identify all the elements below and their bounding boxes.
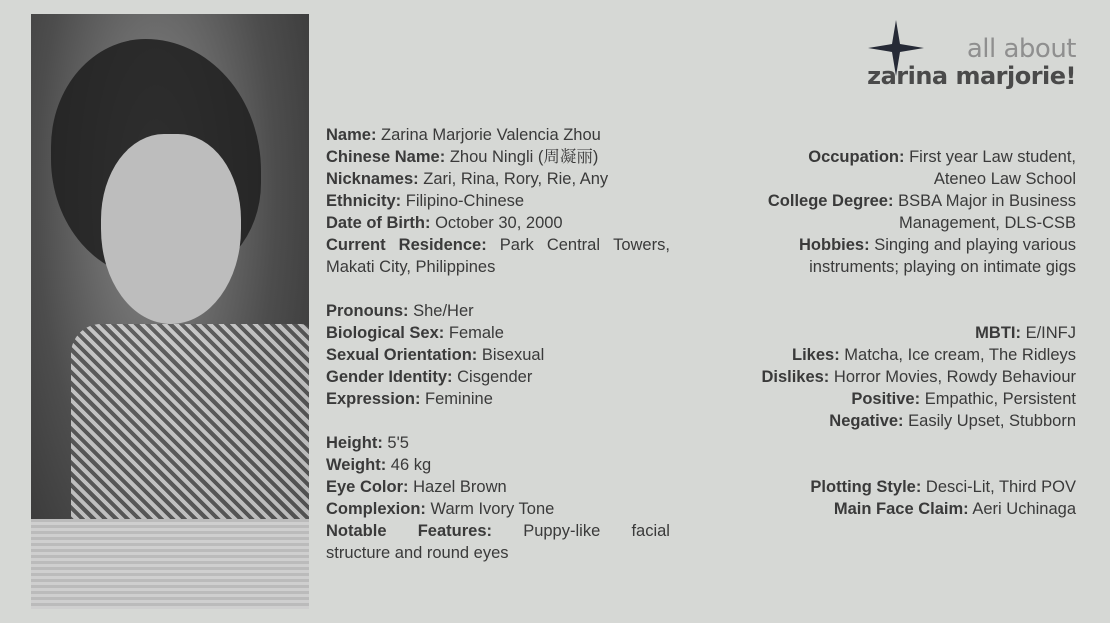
info-value: Warm Ivory Tone	[430, 500, 555, 518]
info-value: October 30, 2000	[435, 214, 563, 232]
info-label: Pronouns:	[326, 302, 409, 320]
info-label: Likes:	[792, 346, 840, 364]
info-value: First year Law student,	[909, 148, 1076, 166]
info-value: Cisgender	[457, 368, 533, 386]
info-row-weight	[326, 454, 670, 476]
info-value: Park	[499, 236, 534, 254]
info-value: Empathic, Persistent	[924, 390, 1076, 408]
info-label: Biological Sex:	[326, 324, 445, 342]
info-row-faceclaim	[716, 498, 1076, 520]
info-row-occupation	[716, 146, 1076, 168]
info-value: Hazel Brown	[413, 478, 507, 496]
photo-blanket	[31, 519, 309, 609]
info-label: Date of Birth:	[326, 214, 431, 232]
info-label: Complexion:	[326, 500, 426, 518]
info-label: Chinese Name:	[326, 148, 446, 166]
info-row-hobbies-cont	[716, 256, 1076, 278]
info-value: facial	[631, 522, 670, 540]
info-label: Positive:	[851, 390, 921, 408]
left-info-column	[326, 124, 670, 564]
info-label: MBTI:	[975, 324, 1021, 342]
info-value: Feminine	[425, 390, 493, 408]
info-value: Easily Upset, Stubborn	[908, 412, 1076, 430]
info-row-degree-cont	[716, 212, 1076, 234]
info-row-residence-cont	[326, 256, 670, 278]
info-value: She/Her	[413, 302, 474, 320]
info-row-likes	[716, 344, 1076, 366]
info-row-gender	[326, 366, 670, 388]
info-row-mbti	[716, 322, 1076, 344]
info-value: Desci-Lit, Third POV	[925, 478, 1076, 496]
info-value: 5'5	[387, 434, 409, 452]
info-row-bio-sex	[326, 322, 670, 344]
brand-line-1: all about	[966, 34, 1076, 64]
info-row-height	[326, 432, 670, 454]
info-value: Management, DLS-CSB	[899, 214, 1076, 232]
info-row-chinese-name	[326, 146, 670, 168]
info-value: Matcha, Ice cream, The Ridleys	[844, 346, 1076, 364]
info-row-pronouns	[326, 300, 670, 322]
info-value: BSBA Major in Business	[898, 192, 1076, 210]
info-row-degree	[716, 190, 1076, 212]
right-info-column	[716, 146, 1076, 520]
info-label: Gender Identity:	[326, 368, 453, 386]
info-label: Nicknames:	[326, 170, 419, 188]
info-label: Negative:	[829, 412, 904, 430]
info-row-dislikes	[716, 366, 1076, 388]
info-label: Plotting Style:	[810, 478, 922, 496]
info-row-name	[326, 124, 670, 146]
info-label: Ethnicity:	[326, 192, 402, 210]
brand-header	[816, 18, 1076, 98]
info-label: Main Face Claim:	[833, 500, 969, 518]
info-label: Weight:	[326, 456, 387, 474]
info-row-residence	[326, 234, 670, 256]
info-value: Towers,	[613, 236, 670, 254]
info-value: structure and round eyes	[326, 544, 509, 562]
info-value: instruments; playing on intimate gigs	[809, 258, 1076, 276]
info-label: Height:	[326, 434, 383, 452]
info-value: Zari, Rina, Rory, Rie, Any	[423, 170, 609, 188]
info-row-complexion	[326, 498, 670, 520]
info-value: Filipino-Chinese	[405, 192, 525, 210]
info-row-nicknames	[326, 168, 670, 190]
info-value: Central	[546, 236, 601, 254]
info-label: Hobbies:	[799, 236, 870, 254]
info-row-negative	[716, 410, 1076, 432]
info-value: Ateneo Law School	[933, 170, 1076, 188]
info-label: Eye Color:	[326, 478, 409, 496]
info-row-plotting	[716, 476, 1076, 498]
info-label: College Degree:	[767, 192, 894, 210]
info-label: Dislikes:	[761, 368, 830, 386]
photo-face-shape	[101, 134, 241, 324]
info-label: Name:	[326, 126, 377, 144]
info-label: Residence:	[398, 236, 487, 254]
brand-line-2: zarina marjorie!	[867, 62, 1076, 90]
info-row-positive	[716, 388, 1076, 410]
info-value: E/INFJ	[1025, 324, 1076, 342]
info-row-expression	[326, 388, 670, 410]
info-row-occupation-cont	[716, 168, 1076, 190]
info-value: 46 kg	[390, 456, 432, 474]
info-value: Puppy-like	[523, 522, 601, 540]
profile-photo	[31, 14, 309, 609]
info-row-ethnicity	[326, 190, 670, 212]
info-value: Aeri Uchinaga	[972, 500, 1076, 518]
info-value: Zarina Marjorie Valencia Zhou	[381, 126, 601, 144]
info-label: Occupation:	[808, 148, 905, 166]
info-row-features	[326, 520, 670, 542]
info-value: Horror Movies, Rowdy Behaviour	[833, 368, 1076, 386]
info-label: Expression:	[326, 390, 421, 408]
info-value: Bisexual	[481, 346, 545, 364]
info-label: Features:	[417, 522, 492, 540]
info-value: Makati City, Philippines	[326, 258, 496, 276]
info-value: Female	[448, 324, 504, 342]
info-row-orientation	[326, 344, 670, 366]
info-value: Singing and playing various	[874, 236, 1076, 254]
info-row-hobbies	[716, 234, 1076, 256]
info-label: Sexual Orientation:	[326, 346, 478, 364]
info-row-eye-color	[326, 476, 670, 498]
info-row-dob	[326, 212, 670, 234]
info-row-features-cont	[326, 542, 670, 564]
info-value: Zhou Ningli (周凝丽)	[449, 148, 599, 166]
info-label: Current	[326, 236, 386, 254]
info-label: Notable	[326, 522, 387, 540]
